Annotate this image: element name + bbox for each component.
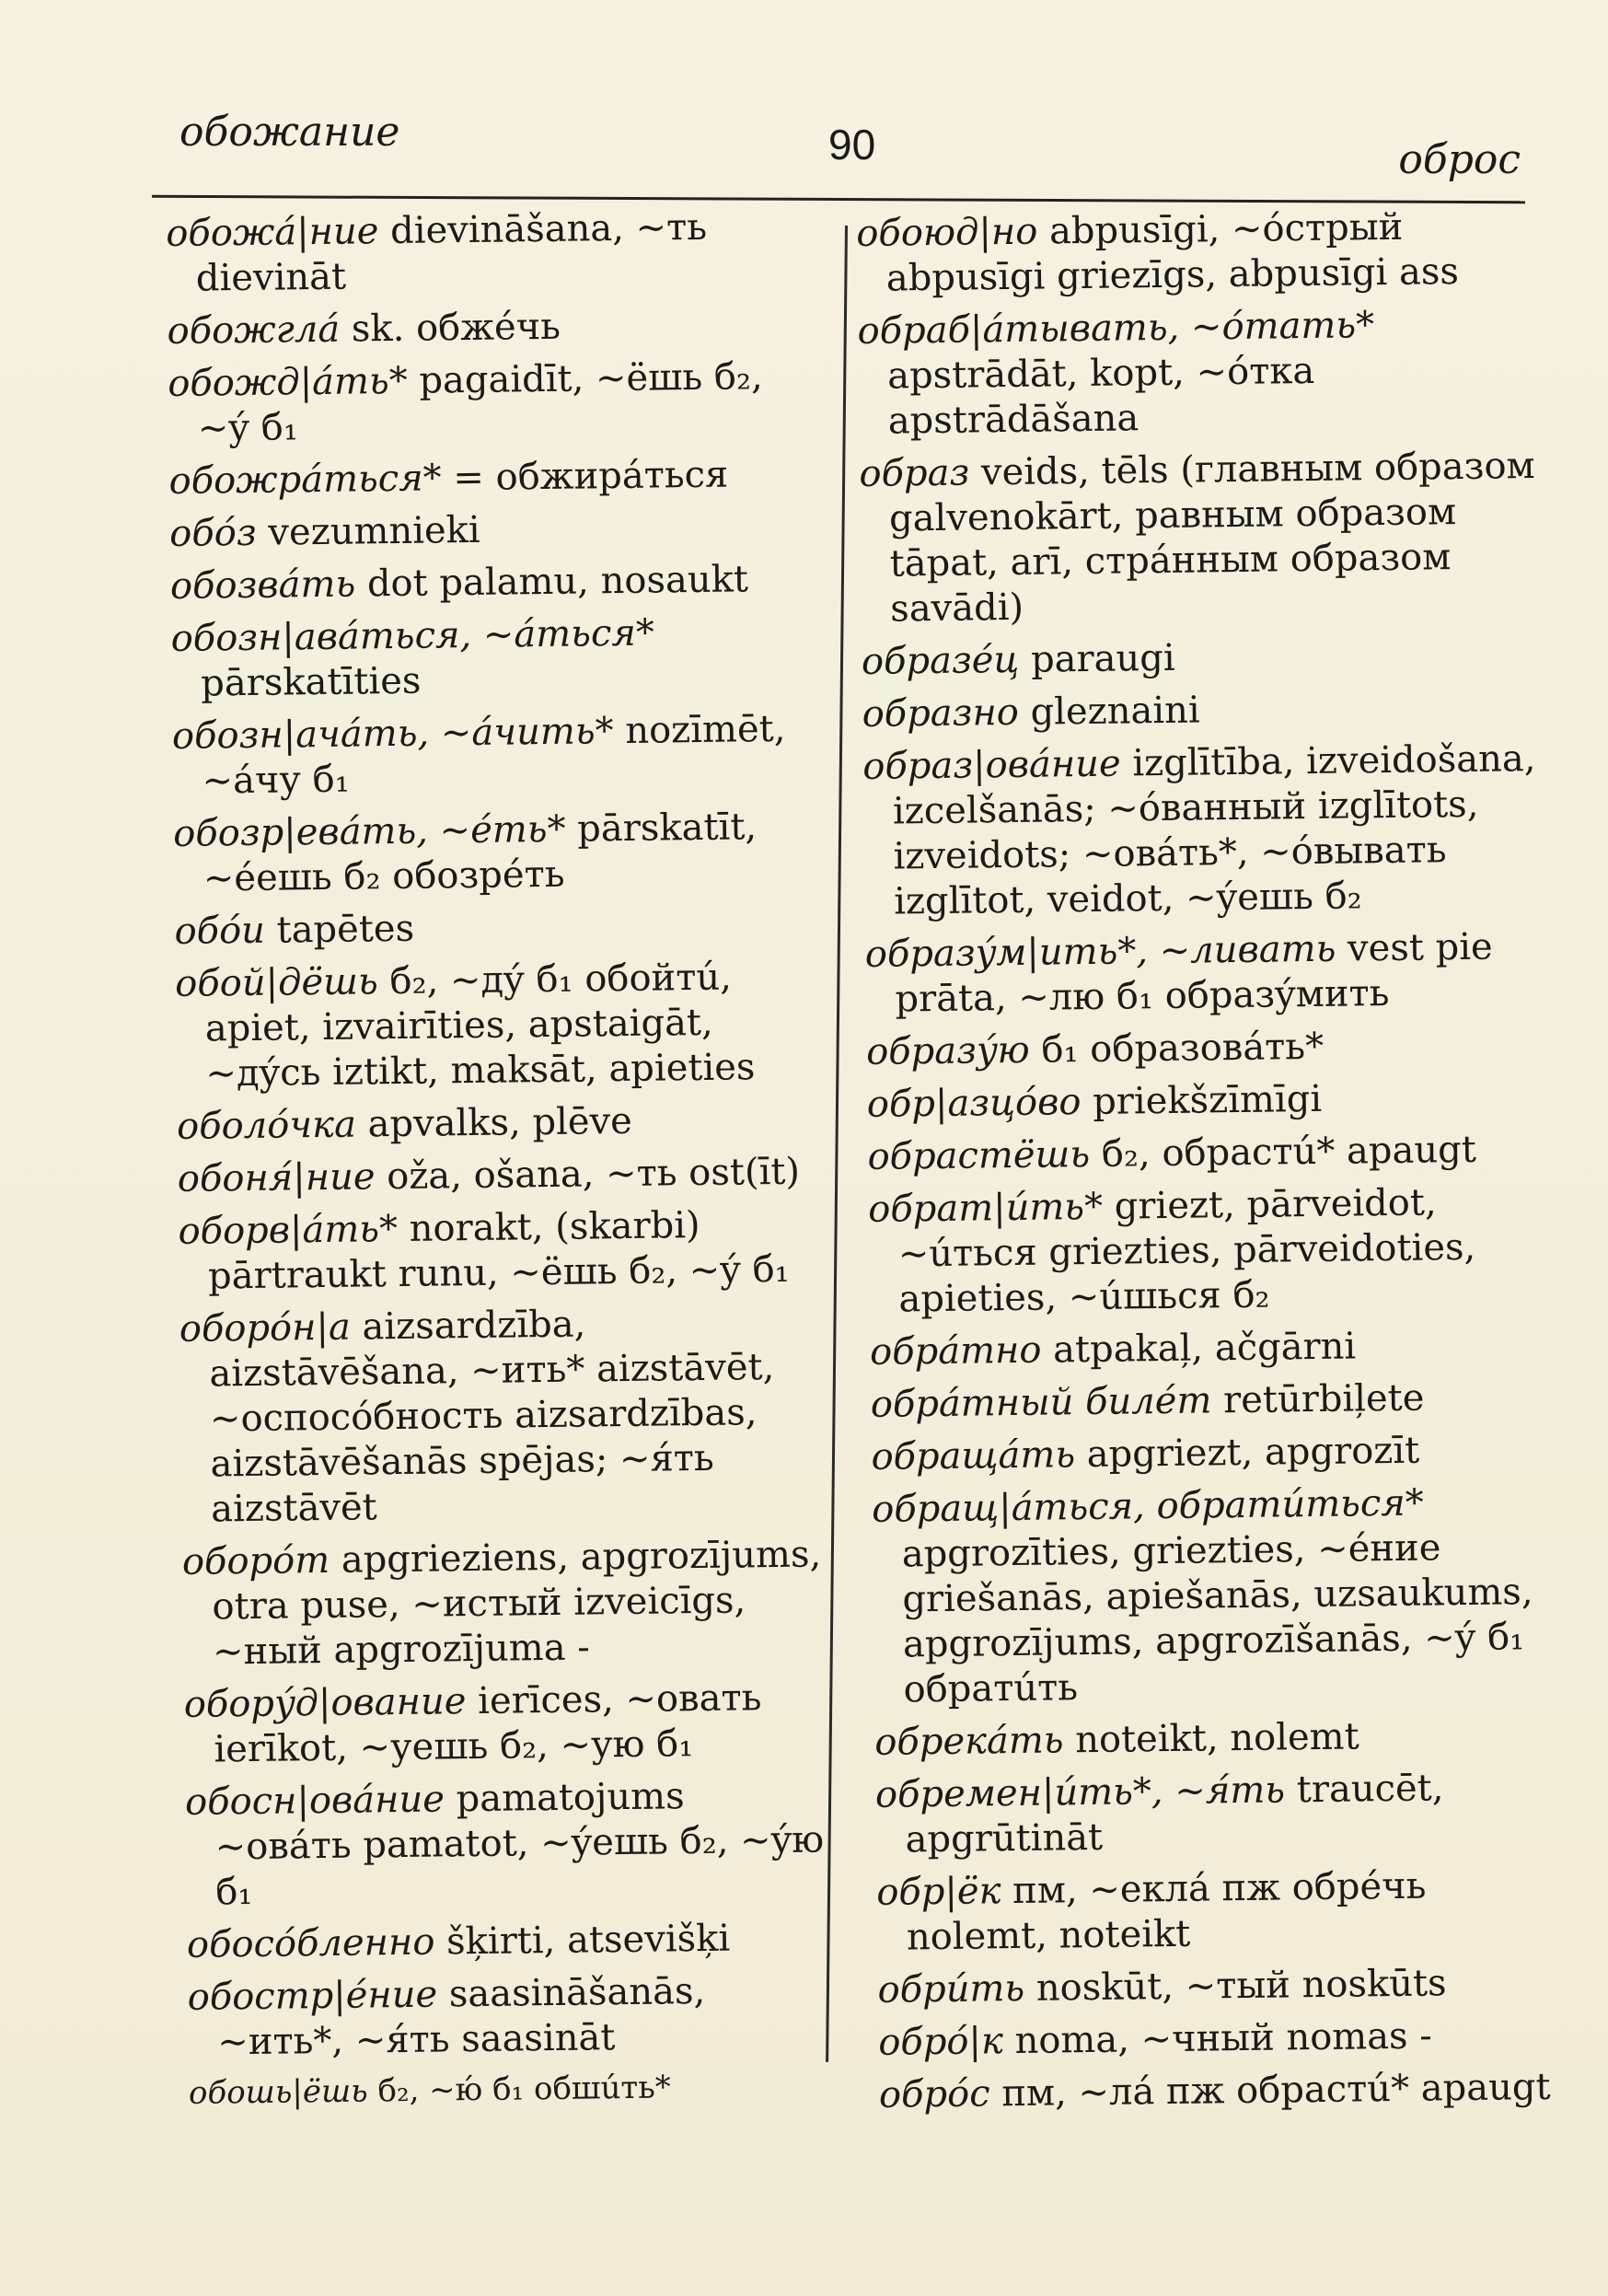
dictionary-entry [189,2065,833,2114]
dictionary-entry [868,1179,1546,1323]
entry-headword: обр|азцóво [866,1081,1082,1126]
entry-headword: образéц [861,638,1020,683]
header-rule [152,195,1525,204]
dictionary-entry [877,1960,1555,2013]
entry-headword: обр|ёк [876,1870,1001,1914]
entry-definition: apgriezt, apgrozīt [1074,1429,1420,1477]
entry-definition: pagaidīt, ~ёшь б₂, ~ý б₁ [197,355,763,450]
entry-definition: veids, tēls (главным образом galvenokārt, равным образом tāpat, arī, стрáнным образом savādi) [888,445,1535,631]
entry-headword: обоня́|ние [177,1155,376,1200]
dictionary-entry [872,1479,1551,1713]
entry-headword: образýю [865,1028,1030,1073]
entry-headword: обраб|áтывать, ~óтать* [857,304,1375,353]
entry-definition: pārskatīties [200,659,422,705]
entry-definition: sk. обжéчь [339,305,561,351]
dictionary-entry [876,1862,1554,1961]
entry-headword: обостр|éние [187,1973,438,2019]
entry-headword: обозн|ачáть, ~áчить* [171,710,614,758]
left-column [166,203,833,2120]
entry-headword: оборóт [181,1538,330,1583]
entry-definition: traucēt, apgrūtināt [905,1767,1444,1861]
entry-headword: оболóчка [176,1103,357,1148]
dictionary-entry [172,706,817,805]
entry-headword: обóз [168,511,257,555]
dictionary-entry [862,632,1539,685]
dictionary-entry [174,901,819,955]
dictionary-entry [187,1967,832,2066]
entry-headword: обрóс [878,2072,990,2116]
entry-headword: обосóбленно [186,1920,435,1966]
entry-definition: paraugi [1019,636,1175,681]
entry-definition: norakt, (skarbi) pārtraukt runu, ~ёшь б₂, ~ý б₁ [207,1203,790,1298]
entry-definition: tapētes [264,907,415,952]
entry-headword: обращ|áться, обратúться* [871,1481,1425,1531]
entry-headword: образýм|ить*, ~ливать [864,927,1336,976]
entry-definition: apstrādāt, kopt, ~óтка apstrādāšana [886,349,1315,443]
entry-definition: retūrbiļete [1211,1376,1425,1422]
dictionary-entry [170,556,816,609]
dictionary-entry [879,2065,1556,2118]
entry-definition: б₂, ~ю́ б₁ обшúть* [367,2069,671,2110]
entry-definition: izglītība, izveidošana, izcelšanās; ~óванный izglītots, izveidots; ~овáть*, ~óвывать izglītot, veidot, ~ýешь б₂ [892,737,1536,923]
entry-headword: обожá|ние [166,210,379,255]
dictionary-entry [167,301,812,354]
entry-definition: б₁ образовáть* [1029,1025,1325,1072]
entry-headword: обрúть [877,1966,1025,2012]
entry-headword: обожглá [167,307,341,353]
dictionary-entry [175,954,821,1097]
entry-headword: обрáтный билéт [870,1379,1212,1426]
entry-definition: apvalks, plēve [355,1099,633,1146]
entry-definition: ierīces, ~овать ierīkot, ~уешь б₂, ~ую б₁ [214,1676,762,1771]
dictionary-entry [870,1322,1547,1375]
dictionary-entry [878,2012,1556,2066]
entry-definition: gleznaini [1018,689,1200,734]
entry-definition: griezt, pārveidot, ~úться griezties, pārveidoties, apieties, ~úшься б₂ [897,1181,1476,1321]
dictionary-entry [184,1675,829,1773]
entry-definition: abpusīgi, ~óстрый abpusīgi griezīgs, abpusīgi ass [885,205,1460,300]
dictionary-entry [169,504,815,557]
entry-headword: обосн|овáние [184,1778,445,1824]
right-column [856,203,1556,2126]
entry-definition: apgrieziens, apgrozījums, otra puse, ~истый izveicīgs, ~ный apgrozījuma - [212,1533,822,1674]
entry-headword: обрастёшь [867,1132,1091,1178]
entry-definition: pamatojums ~овáть pamatot, ~ýешь б₂, ~ýю б₁ [214,1775,825,1914]
header-right-guideword: оброс [1398,136,1521,183]
entry-definition: noskūt, ~тый noskūts [1024,1962,1447,2010]
entry-headword: обозн|авáться, ~áться* [170,611,655,660]
entry-headword: оборв|áть* [178,1208,399,1253]
dictionary-entry [170,609,816,707]
entry-headword: обошь|ёшь [188,2072,368,2112]
entry-headword: обрат|úть* [867,1185,1104,1231]
entry-headword: обрáтно [869,1328,1042,1374]
entry-definition: pārskatīt, ~éешь б₂ обозрéть [202,806,758,900]
entry-definition: vezumnieki [256,508,480,554]
entry-definition: priekšzīmīgi [1081,1077,1323,1124]
dictionary-entry [185,1772,831,1916]
entry-headword: обозр|евáть, ~éть* [172,807,566,855]
dictionary-entry [859,444,1537,632]
entry-definition: dievināšana, ~ть dievināt [195,205,708,300]
entry-headword: образ [859,451,970,495]
entry-headword: образно [862,690,1020,736]
header-left-guideword: обожание [179,109,400,156]
dictionary-entry [179,1299,827,1533]
dictionary-entry [874,1712,1552,1766]
entry-definition: = обжирáться [441,453,729,500]
entry-definition: noma, ~чный nomas - [1002,2014,1433,2063]
entry-headword: обóи [174,909,266,953]
entry-headword: обозвáть [169,562,356,608]
entry-definition: noteikt, nolemt [1063,1715,1359,1762]
entry-definition: б₂, обрастú* apaugt [1089,1128,1477,1176]
dictionary-entry [857,301,1535,445]
entry-headword: обожд|áть* [168,359,408,405]
page-number: 90 [828,121,876,168]
dictionary-entry [862,736,1541,925]
dictionary-entry [871,1427,1548,1480]
entry-definition: dot palamu, nosaukt [354,558,749,606]
entry-headword: обращáть [871,1433,1076,1478]
entry-headword: образ|овáние [862,742,1121,788]
entry-definition: nozīmēt, ~áчу б₁ [202,707,786,803]
dictionary-entry [178,1201,823,1300]
entry-definition: aizsardzība, aizstāvēšana, ~ить* aizstāvēt, ~ocпocóбнocть aizsardzības, aizstāvēšanās spējas; ~я́ть aizstāvēt [209,1303,775,1531]
entry-headword: обожрáться* [168,457,442,503]
entry-headword: обрекáть [874,1719,1064,1764]
entry-definition: saasināšanās, ~ить*, ~я́ть saasināt [217,1969,706,2064]
dictionary-entry [166,203,811,302]
entry-definition: oža, ošana, ~ть ost(īt) [375,1150,801,1199]
entry-headword: оборóн|а [179,1305,352,1351]
entry-definition: šķirti, atsevišķi [434,1917,731,1964]
entry-definition: apgrozīties, griezties, ~éние griešanās, apiešanās, uzsaukums, apgrozījums, apgrozīšanās, ~ý б₁ обратúть [901,1526,1533,1711]
entry-headword: обой|дёшь [174,960,379,1005]
dictionary-entry [867,1127,1544,1180]
entry-headword: обоюд|но [856,210,1038,255]
dictionary-entry [168,451,814,504]
entry-definition: пм, ~еклá пж обрéчь nolemt, noteikt [906,1864,1427,1959]
dictionary-entry [865,924,1543,1023]
dictionary-entry [867,1074,1544,1128]
entry-definition: atpakaļ, ačgārni [1041,1325,1357,1372]
dictionary-entry [862,684,1539,737]
entry-headword: обрó|к [878,2020,1004,2064]
entry-headword: оборýд|ование [183,1680,467,1726]
dictionary-entry [178,1149,823,1202]
dictionary-entry [875,1765,1553,1863]
entry-definition: пм, ~лá пж обрастú* apaugt [989,2065,1551,2116]
entry-definition: б₂, ~дý б₁ обойтú, apiet, izvairīties, apstaigāt, ~дýсь iztikt, maksāt, apieties [204,956,756,1096]
dictionary-entry [866,1022,1544,1075]
dictionary-entry [871,1374,1548,1428]
dictionary-entry [182,1532,828,1676]
page-header [179,101,1521,183]
dictionary-entry [173,804,818,902]
dictionary-entry [856,203,1533,302]
entry-definition: vest pie prāta, ~лю б₁ образýмить [895,925,1493,1021]
dictionary-entry [168,354,813,452]
entry-headword: обремен|úть*, ~я́ть [874,1768,1286,1816]
dictionary-entry [177,1096,822,1150]
dictionary-entry [187,1915,832,1968]
